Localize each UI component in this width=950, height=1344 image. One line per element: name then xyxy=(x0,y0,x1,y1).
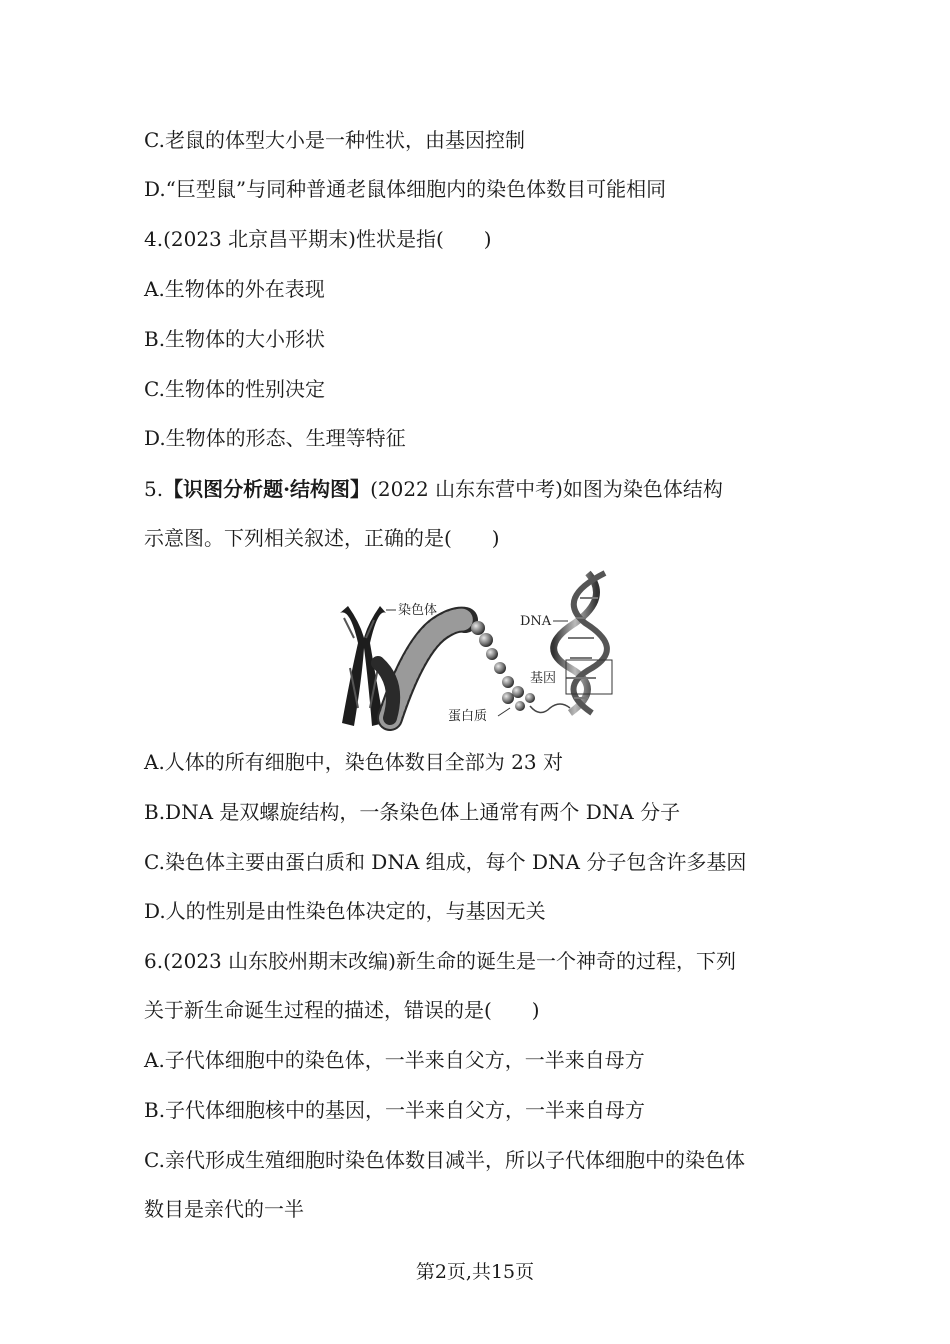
q3-option-d: D.“巨型鼠”与同种普通老鼠体细胞内的染色体数目可能相同 xyxy=(144,177,667,201)
dna-double-helix xyxy=(554,573,607,713)
q3-option-c: C.老鼠的体型大小是一种性状，由基因控制 xyxy=(144,128,525,152)
q5-stem-line1 xyxy=(144,475,723,503)
q6-stem-line2: 关于新生命诞生过程的描述，错误的是( ) xyxy=(144,998,540,1022)
q5-tag: 【识图分析题·结构图】 xyxy=(163,477,371,501)
q5-stem-rest: (2022 山东东营中考)如图为染色体结构 xyxy=(370,477,723,501)
q4-option-b: B.生物体的大小形状 xyxy=(144,327,326,351)
chromosome-structure-figure xyxy=(330,568,620,733)
q4-option-c: C.生物体的性别决定 xyxy=(144,377,325,401)
q4-option-d: D.生物体的形态、生理等特征 xyxy=(144,426,406,450)
label-chromosome: 染色体 xyxy=(398,603,438,618)
q6-option-b: B.子代体细胞核中的基因，一半来自父方，一半来自母方 xyxy=(144,1098,646,1122)
nucleosome-beads xyxy=(471,621,535,711)
q6-option-c-line1: C.亲代形成生殖细胞时染色体数目减半，所以子代体细胞中的染色体 xyxy=(144,1148,745,1172)
q6-option-a: A.子代体细胞中的染色体，一半来自父方，一半来自母方 xyxy=(144,1048,645,1072)
q5-option-c: C.染色体主要由蛋白质和 DNA 组成，每个 DNA 分子包含许多基因 xyxy=(144,850,747,874)
q5-option-b: B.DNA 是双螺旋结构，一条染色体上通常有两个 DNA 分子 xyxy=(144,800,681,824)
q5-option-a: A.人体的所有细胞中，染色体数目全部为 23 对 xyxy=(144,750,563,774)
q6-stem-line1: 6.(2023 山东胶州期末改编)新生命的诞生是一个神奇的过程，下列 xyxy=(144,949,736,973)
coiled-fiber xyxy=(378,620,465,718)
q4-stem: 4.(2023 北京昌平期末)性状是指( ) xyxy=(144,227,492,251)
q5-number: 5. xyxy=(144,477,164,501)
label-dna: DNA xyxy=(520,614,552,629)
page-footer: 第2页,共15页 xyxy=(415,1261,535,1283)
q6-option-c-line2: 数目是亲代的一半 xyxy=(144,1197,304,1221)
label-protein: 蛋白质 xyxy=(448,709,488,724)
chromosome-diagram xyxy=(330,568,620,733)
q5-option-d: D.人的性别是由性染色体决定的，与基因无关 xyxy=(144,899,546,923)
q5-stem-line2: 示意图。下列相关叙述，正确的是( ) xyxy=(144,526,500,550)
label-gene: 基因 xyxy=(530,671,557,686)
q4-option-a: A.生物体的外在表现 xyxy=(144,277,325,301)
